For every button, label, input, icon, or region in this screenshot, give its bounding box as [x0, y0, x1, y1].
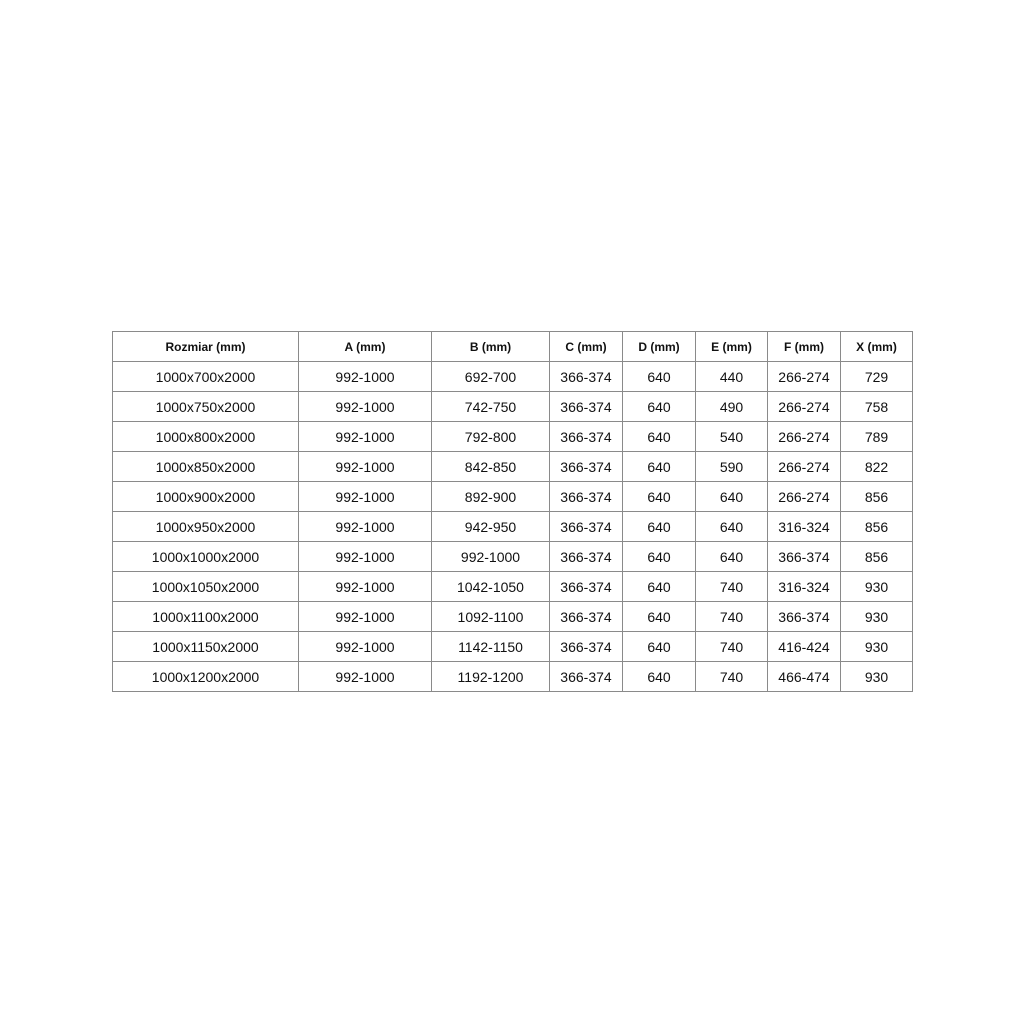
table-cell: 992-1000 [299, 602, 432, 632]
table-cell: 992-1000 [299, 542, 432, 572]
table-cell: 1000x1000x2000 [113, 542, 299, 572]
table-cell: 266-274 [768, 452, 841, 482]
table-cell: 366-374 [550, 422, 623, 452]
table-cell: 789 [841, 422, 913, 452]
table-cell: 1000x1100x2000 [113, 602, 299, 632]
header-cell: D (mm) [623, 332, 696, 362]
table-row [113, 452, 913, 482]
table-cell: 742-750 [432, 392, 550, 422]
table-cell: 930 [841, 632, 913, 662]
table-cell: 366-374 [550, 512, 623, 542]
table-cell: 266-274 [768, 422, 841, 452]
table-cell: 740 [696, 602, 768, 632]
table-cell: 640 [696, 542, 768, 572]
table-cell: 992-1000 [299, 452, 432, 482]
table-cell: 992-1000 [299, 572, 432, 602]
table-row [113, 572, 913, 602]
table-cell: 1142-1150 [432, 632, 550, 662]
table-cell: 1000x800x2000 [113, 422, 299, 452]
table-row [113, 422, 913, 452]
header-cell: F (mm) [768, 332, 841, 362]
header-cell: X (mm) [841, 332, 913, 362]
table-cell: 640 [623, 512, 696, 542]
table-cell: 640 [623, 422, 696, 452]
dimensions-table [112, 331, 913, 692]
table-cell: 640 [623, 662, 696, 692]
table-cell: 466-474 [768, 662, 841, 692]
table-cell: 992-1000 [299, 662, 432, 692]
table-row [113, 602, 913, 632]
table-cell: 992-1000 [299, 422, 432, 452]
table-cell: 366-374 [550, 662, 623, 692]
table-cell: 640 [696, 482, 768, 512]
table-cell: 1092-1100 [432, 602, 550, 632]
table-cell: 366-374 [550, 602, 623, 632]
table-row [113, 542, 913, 572]
table-cell: 856 [841, 542, 913, 572]
table-cell: 1042-1050 [432, 572, 550, 602]
table-cell: 992-1000 [299, 392, 432, 422]
table-cell: 366-374 [768, 542, 841, 572]
header-cell: E (mm) [696, 332, 768, 362]
table-cell: 640 [623, 542, 696, 572]
header-cell: B (mm) [432, 332, 550, 362]
table-cell: 366-374 [550, 572, 623, 602]
table-cell: 366-374 [550, 542, 623, 572]
table-row [113, 362, 913, 392]
table-cell: 316-324 [768, 572, 841, 602]
table-cell: 992-1000 [299, 362, 432, 392]
table-cell: 1000x700x2000 [113, 362, 299, 392]
table-cell: 942-950 [432, 512, 550, 542]
table-cell: 930 [841, 662, 913, 692]
table-cell: 640 [623, 392, 696, 422]
header-cell: Rozmiar (mm) [113, 332, 299, 362]
table-row [113, 512, 913, 542]
table-cell: 266-274 [768, 362, 841, 392]
table-cell: 590 [696, 452, 768, 482]
table-cell: 640 [623, 362, 696, 392]
table-cell: 316-324 [768, 512, 841, 542]
table-cell: 640 [623, 572, 696, 602]
table-cell: 1000x750x2000 [113, 392, 299, 422]
table-cell: 992-1000 [432, 542, 550, 572]
table-cell: 640 [623, 632, 696, 662]
table-cell: 416-424 [768, 632, 841, 662]
table-cell: 640 [696, 512, 768, 542]
table-cell: 1000x1150x2000 [113, 632, 299, 662]
table-cell: 740 [696, 572, 768, 602]
table-cell: 1000x1050x2000 [113, 572, 299, 602]
table-cell: 992-1000 [299, 512, 432, 542]
table-cell: 440 [696, 362, 768, 392]
table-cell: 266-274 [768, 392, 841, 422]
table-cell: 1000x950x2000 [113, 512, 299, 542]
table-cell: 366-374 [550, 482, 623, 512]
table-cell: 1000x900x2000 [113, 482, 299, 512]
table-cell: 1000x850x2000 [113, 452, 299, 482]
table-cell: 992-1000 [299, 482, 432, 512]
table-cell: 740 [696, 662, 768, 692]
table-cell: 366-374 [550, 392, 623, 422]
header-cell: C (mm) [550, 332, 623, 362]
table-cell: 640 [623, 452, 696, 482]
table-cell: 930 [841, 602, 913, 632]
table-cell: 366-374 [550, 632, 623, 662]
table-row [113, 392, 913, 422]
table-cell: 729 [841, 362, 913, 392]
table-cell: 490 [696, 392, 768, 422]
table-cell: 692-700 [432, 362, 550, 392]
table-cell: 266-274 [768, 482, 841, 512]
table-header-row [113, 332, 913, 362]
table-cell: 366-374 [768, 602, 841, 632]
table-cell: 740 [696, 632, 768, 662]
table-cell: 640 [623, 602, 696, 632]
table-cell: 930 [841, 572, 913, 602]
table-row [113, 632, 913, 662]
table-cell: 366-374 [550, 362, 623, 392]
table-cell: 856 [841, 512, 913, 542]
table-cell: 992-1000 [299, 632, 432, 662]
table-cell: 892-900 [432, 482, 550, 512]
table-row [113, 662, 913, 692]
table-cell: 366-374 [550, 452, 623, 482]
table-cell: 856 [841, 482, 913, 512]
table-cell: 1192-1200 [432, 662, 550, 692]
table-cell: 792-800 [432, 422, 550, 452]
table-cell: 640 [623, 482, 696, 512]
table-cell: 540 [696, 422, 768, 452]
table-cell: 758 [841, 392, 913, 422]
table-cell: 842-850 [432, 452, 550, 482]
header-cell: A (mm) [299, 332, 432, 362]
table-cell: 1000x1200x2000 [113, 662, 299, 692]
table-cell: 822 [841, 452, 913, 482]
table-row [113, 482, 913, 512]
